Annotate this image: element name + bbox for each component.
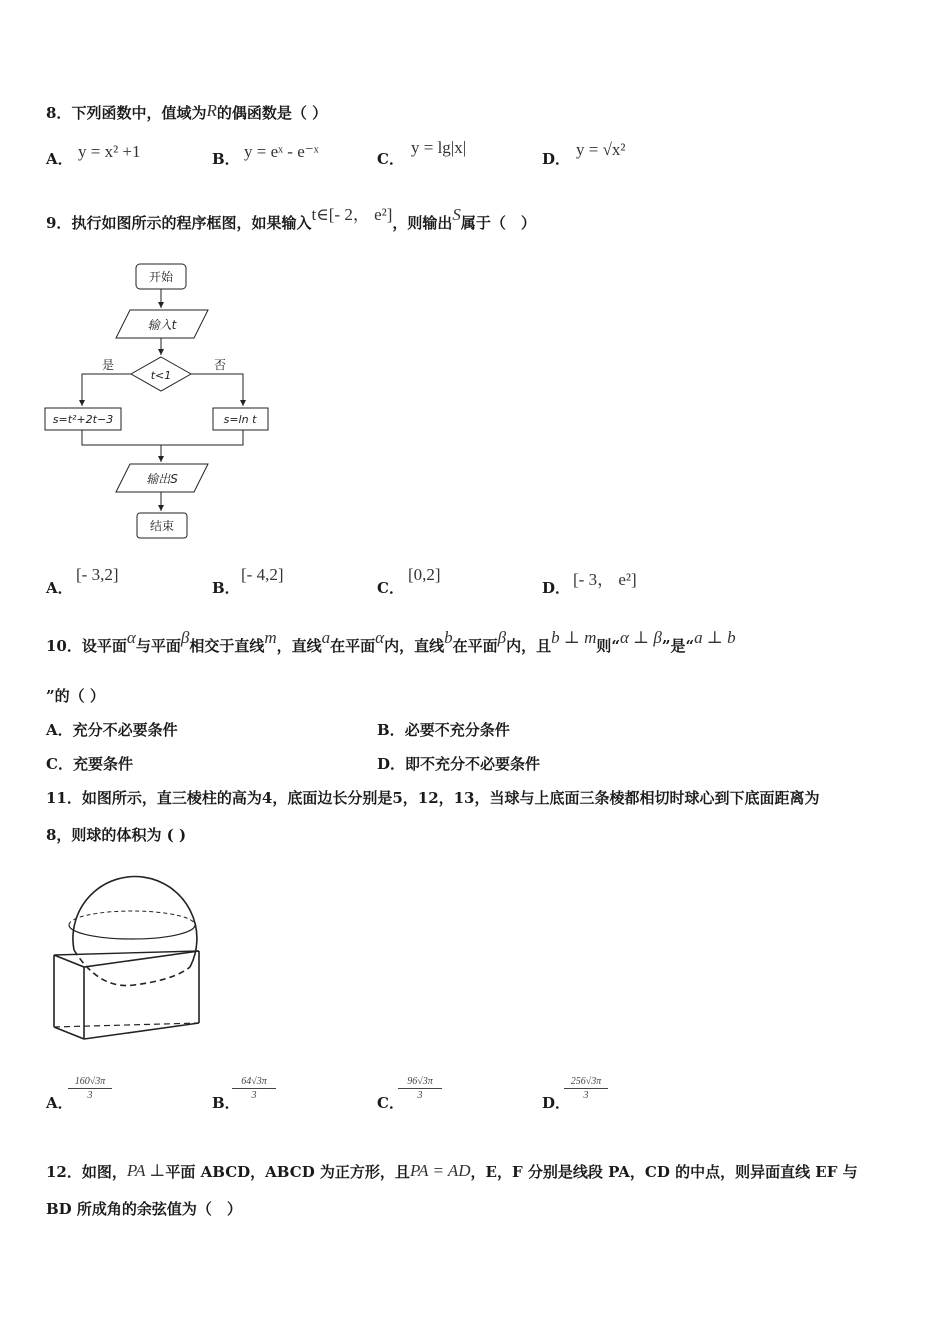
flow-input-label: 输入t	[147, 318, 177, 332]
flow-decision-label: t<1	[150, 369, 172, 382]
q9-input-range: t∈[- 2， e²]	[311, 205, 393, 224]
q8-option-d[interactable]: D． y = √x²	[542, 140, 626, 168]
flow-yes-label: 是	[101, 358, 115, 372]
q11-stem: 11．如图所示，直三棱柱的高为4，底面边长分别是5，12，13，当球与上底面三条棱都相切时球心到下底面距离为	[46, 789, 820, 807]
q11-option-b[interactable]: B． $\frac{64√3\pi}{3}$	[212, 1092, 240, 1113]
flow-no-label: 否	[213, 358, 227, 372]
q10-stem-line2: ”的（ ）	[46, 687, 105, 705]
q8-option-c[interactable]: C． y = lg|x|	[377, 138, 467, 168]
q9-option-b-expr: [- 4,2]	[241, 565, 284, 584]
q9-option-c-expr: [0,2]	[408, 565, 441, 584]
q11-option-c-frac: $\frac{96√3\pi}{3}$	[398, 1076, 442, 1101]
flow-start-label: 开始	[148, 270, 174, 284]
q8-option-d-expr: y = √x²	[576, 140, 626, 159]
q12-stem-line2: BD 所成角的余弦值为（ ）	[46, 1200, 242, 1218]
q9-option-d-expr: [- 3， e²]	[573, 570, 637, 589]
q9-option-c[interactable]: C． [0,2]	[377, 565, 441, 597]
q8-option-b-expr: y = eˣ - e⁻ˣ	[244, 142, 319, 161]
q8-option-a-expr: y = x² +1	[78, 142, 141, 161]
q11-option-d[interactable]: D． $\frac{256√3\pi}{3}$	[542, 1092, 570, 1113]
q11-option-a[interactable]: A． $\frac{160√3\pi}{3}$	[46, 1092, 73, 1113]
q9-option-d[interactable]: D． [- 3， e²]	[542, 577, 570, 598]
q9-stem: 9．执行如图所示的程序框图，如果输入t∈[- 2， e²]，则输出S属于（ ）	[46, 205, 536, 232]
q11-option-c[interactable]: C． $\frac{96√3\pi}{3}$	[377, 1092, 404, 1113]
q10-option-a[interactable]: A．充分不必要条件	[46, 721, 178, 739]
q10-option-c[interactable]: C．充要条件	[46, 755, 133, 773]
q8-option-c-expr: y = lg|x|	[411, 138, 467, 157]
q8-option-b[interactable]: B． y = eˣ - e⁻ˣ	[212, 142, 319, 168]
flow-output-label: 输出S	[146, 472, 178, 486]
flow-left-label: s=t²+2t−3	[52, 413, 114, 426]
q11-option-b-frac: $\frac{64√3\pi}{3}$	[232, 1076, 276, 1101]
q9-flowchart	[40, 258, 280, 543]
q10-stem: 10．设平面α与平面β相交于直线m，直线a在平面α内，直线b在平面β内，且b ⊥ m则“α ⊥ β”是“a ⊥ b	[46, 628, 736, 655]
flow-end-label: 结束	[149, 519, 175, 533]
q11-option-a-frac: $\frac{160√3\pi}{3}$	[68, 1076, 112, 1101]
flow-right-label: s=ln t	[223, 413, 257, 426]
q10-option-d[interactable]: D．即不充分不必要条件	[377, 755, 541, 773]
q11-stem-line2: 8，则球的体积为 ( )	[46, 826, 187, 844]
q10-option-b[interactable]: B．必要不充分条件	[377, 721, 510, 739]
q12-stem: 12．如图，PA ⊥平面 ABCD，ABCD 为正方形，且PA = AD，E，F 分别是线段 PA，CD 的中点，则异面直线 EF 与	[46, 1161, 858, 1181]
q9-option-a[interactable]: A． [- 3,2]	[46, 565, 119, 597]
q11-figure	[44, 855, 214, 1045]
q8-stem: 8．下列函数中，值域为R的偶函数是（ ）	[46, 101, 328, 122]
q11-option-d-frac: $\frac{256√3\pi}{3}$	[564, 1076, 608, 1101]
q9-option-a-expr: [- 3,2]	[76, 565, 119, 584]
q8-option-a[interactable]: A． y = x² +1	[46, 142, 141, 168]
q9-option-b[interactable]: B． [- 4,2]	[212, 565, 284, 597]
